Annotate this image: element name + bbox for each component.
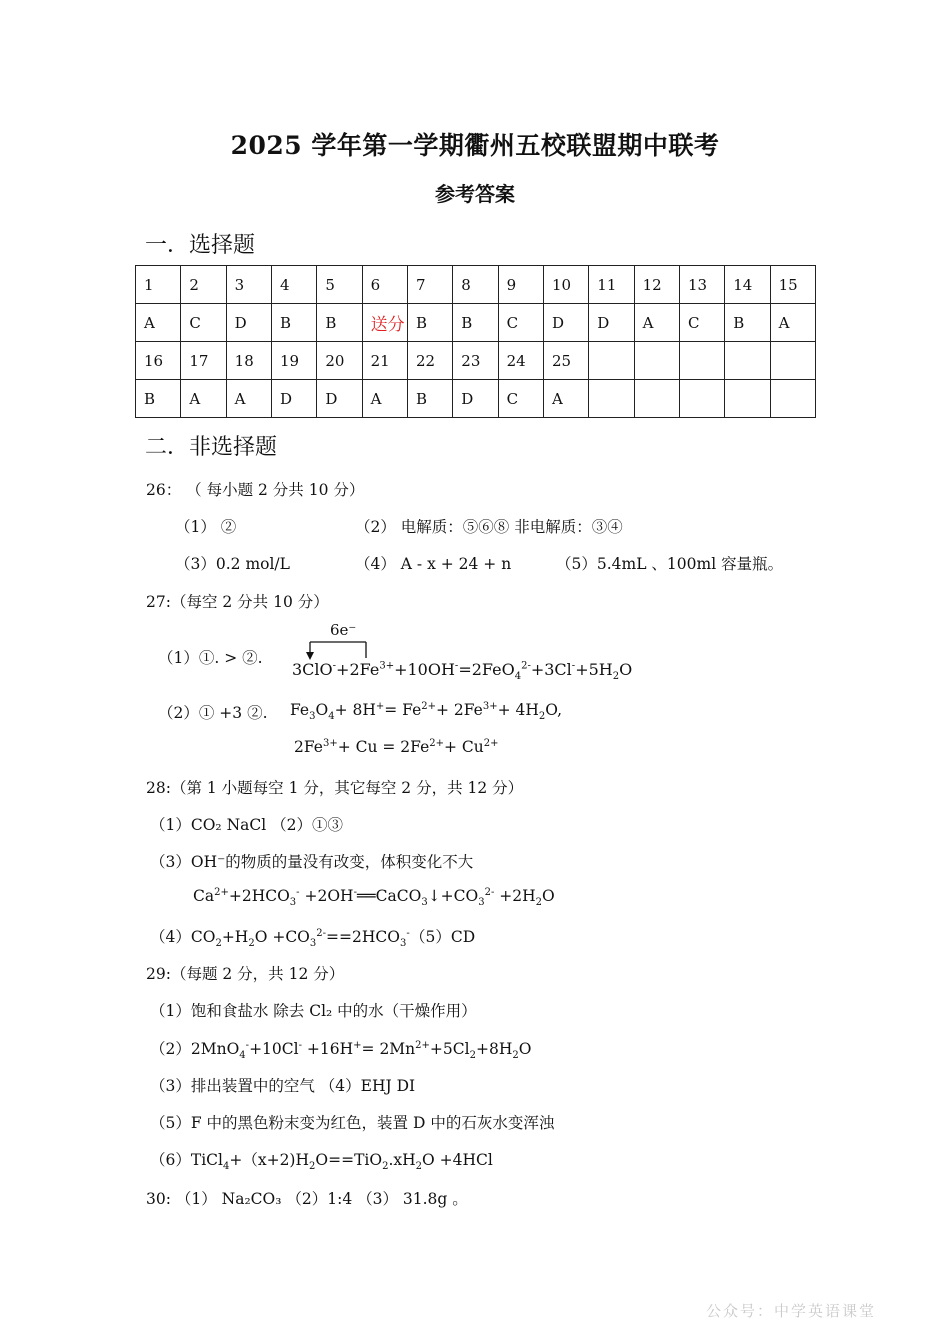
q27-equation-2: $Fe_3O_4+ 8H^+= Fe^{2+}+ 2Fe^{3+}+ 4H_2O$, [290, 700, 563, 723]
q27-part2-label: （2）① +3 ②. [158, 704, 268, 722]
table-cell [725, 380, 770, 418]
table-cell: 17 [181, 342, 226, 380]
table-cell: 14 [725, 266, 770, 304]
table-cell: 3 [226, 266, 271, 304]
table-cell [770, 342, 815, 380]
page-title: 2025 学年第一学期衢州五校联盟期中联考 [230, 131, 720, 160]
q27-equation-1: $3ClO^-+2Fe^{3+}+10OH^-=2FeO_4^{2-}+3Cl^-+5H_2O$ [292, 660, 633, 683]
table-cell: 25 [543, 342, 588, 380]
table-cell: 12 [634, 266, 679, 304]
table-row [136, 304, 816, 342]
table-cell: 2 [181, 266, 226, 304]
q28-answer-4: $(4)CO_2+H_2O +CO_3^{2-}==2HCO_3^-$ [150, 927, 410, 950]
q26-answer-1: （1） ② [175, 518, 237, 536]
table-cell: 20 [317, 342, 362, 380]
q29-answer-1: （1）饱和食盐水 除去 Cl₂ 中的水（干燥作用） [150, 1002, 477, 1020]
table-cell-free-points: 送分 [362, 304, 407, 342]
table-cell: B [725, 304, 770, 342]
q26-answer-5: （5）5.4mL 、100ml 容量瓶。 [556, 555, 784, 573]
q28-answer-3: （3）OH⁻的物质的量没有改变，体积变化不大 [150, 853, 474, 871]
q29-answer-2: $(2)2MnO_4^-+10Cl^- +16H^+= 2Mn^{2+}+5Cl_2+8H_2O$ [150, 1039, 532, 1062]
table-cell: D [543, 304, 588, 342]
table-cell: C [679, 304, 724, 342]
table-cell: A [362, 380, 407, 418]
table-cell: 19 [271, 342, 316, 380]
table-cell: 8 [453, 266, 498, 304]
electron-transfer-label: 6e⁻ [330, 621, 357, 639]
table-cell: D [589, 304, 634, 342]
q28-answer-5: （5）CD [410, 928, 476, 946]
table-cell: A [181, 380, 226, 418]
table-cell [634, 380, 679, 418]
section-non-choice-heading: 二．非选择题 [145, 435, 278, 460]
table-cell: A [226, 380, 271, 418]
table-row [136, 342, 816, 380]
table-cell: D [453, 380, 498, 418]
table-cell [589, 342, 634, 380]
section-multiple-choice-heading: 一．选择题 [145, 233, 256, 258]
q29-answer-6: $(6)TiCl_4+(x+2)H_2O==TiO_2.xH_2O +4HCl$ [150, 1151, 493, 1173]
table-cell: 11 [589, 266, 634, 304]
table-cell: 18 [226, 342, 271, 380]
table-cell: B [317, 304, 362, 342]
table-cell: D [317, 380, 362, 418]
table-cell: 9 [498, 266, 543, 304]
table-row [136, 266, 816, 304]
table-cell [770, 380, 815, 418]
table-cell: 5 [317, 266, 362, 304]
table-cell: 23 [453, 342, 498, 380]
table-cell: 13 [679, 266, 724, 304]
table-cell: 15 [770, 266, 815, 304]
table-cell: B [136, 380, 181, 418]
table-cell [679, 342, 724, 380]
q29-answer-3-4: （3）排出装置中的空气 （4）EHJ DI [150, 1077, 416, 1095]
answer-table [135, 265, 816, 418]
table-cell: A [770, 304, 815, 342]
table-cell: 7 [407, 266, 452, 304]
table-cell: 24 [498, 342, 543, 380]
table-cell: 10 [543, 266, 588, 304]
q27-equation-3: $2Fe^{3+}+ Cu = 2Fe^{2+}+ Cu^{2+}$ [294, 737, 499, 756]
table-cell: C [498, 304, 543, 342]
table-cell: C [181, 304, 226, 342]
page-subtitle: 参考答案 [435, 182, 515, 206]
table-cell [679, 380, 724, 418]
table-cell: A [634, 304, 679, 342]
q28-equation-3: $Ca^{2+}+2HCO_3^-$ $+2OH^-══CaCO_3↓+CO_3^{2-} +2H_2O$ [193, 886, 555, 909]
table-cell: 16 [136, 342, 181, 380]
table-cell [725, 342, 770, 380]
q28-heading: 28:（第 1 小题每空 1 分，其它每空 2 分，共 12 分） [146, 779, 524, 797]
q26-heading: 26： （ 每小题 2 分共 10 分） [146, 481, 365, 499]
table-cell: B [407, 304, 452, 342]
q29-heading: 29:（每题 2 分，共 12 分） [146, 965, 345, 983]
table-cell [589, 380, 634, 418]
table-cell: 6 [362, 266, 407, 304]
watermark-text: 公众号：中学英语课堂 [706, 1302, 877, 1320]
table-cell: B [453, 304, 498, 342]
table-cell: C [498, 380, 543, 418]
table-row [136, 380, 816, 418]
table-cell: B [407, 380, 452, 418]
q26-answer-3: （3）0.2 mol/L [175, 555, 290, 573]
table-cell: 22 [407, 342, 452, 380]
q27-heading: 27:（每空 2 分共 10 分） [146, 593, 329, 611]
q26-answer-4: （4） A - x + 24 + n [355, 555, 512, 573]
q27-part1-label: （1）①. > ②. [158, 649, 263, 667]
q30-answers: 30: （1） Na₂CO₃ （2）1:4 （3） 31.8g 。 [146, 1190, 468, 1208]
table-cell: D [226, 304, 271, 342]
q29-answer-5: （5）F 中的黑色粉末变为红色，装置 D 中的石灰水变浑浊 [150, 1114, 555, 1132]
table-cell: 21 [362, 342, 407, 380]
table-cell: B [271, 304, 316, 342]
q26-answer-2: （2） 电解质：⑤⑥⑧ 非电解质：③④ [355, 518, 623, 536]
table-cell: 1 [136, 266, 181, 304]
table-cell: 4 [271, 266, 316, 304]
table-cell [634, 342, 679, 380]
table-cell: A [136, 304, 181, 342]
q28-answer-1: （1）CO₂ NaCl （2）①③ [150, 816, 343, 834]
table-cell: A [543, 380, 588, 418]
table-cell: D [271, 380, 316, 418]
